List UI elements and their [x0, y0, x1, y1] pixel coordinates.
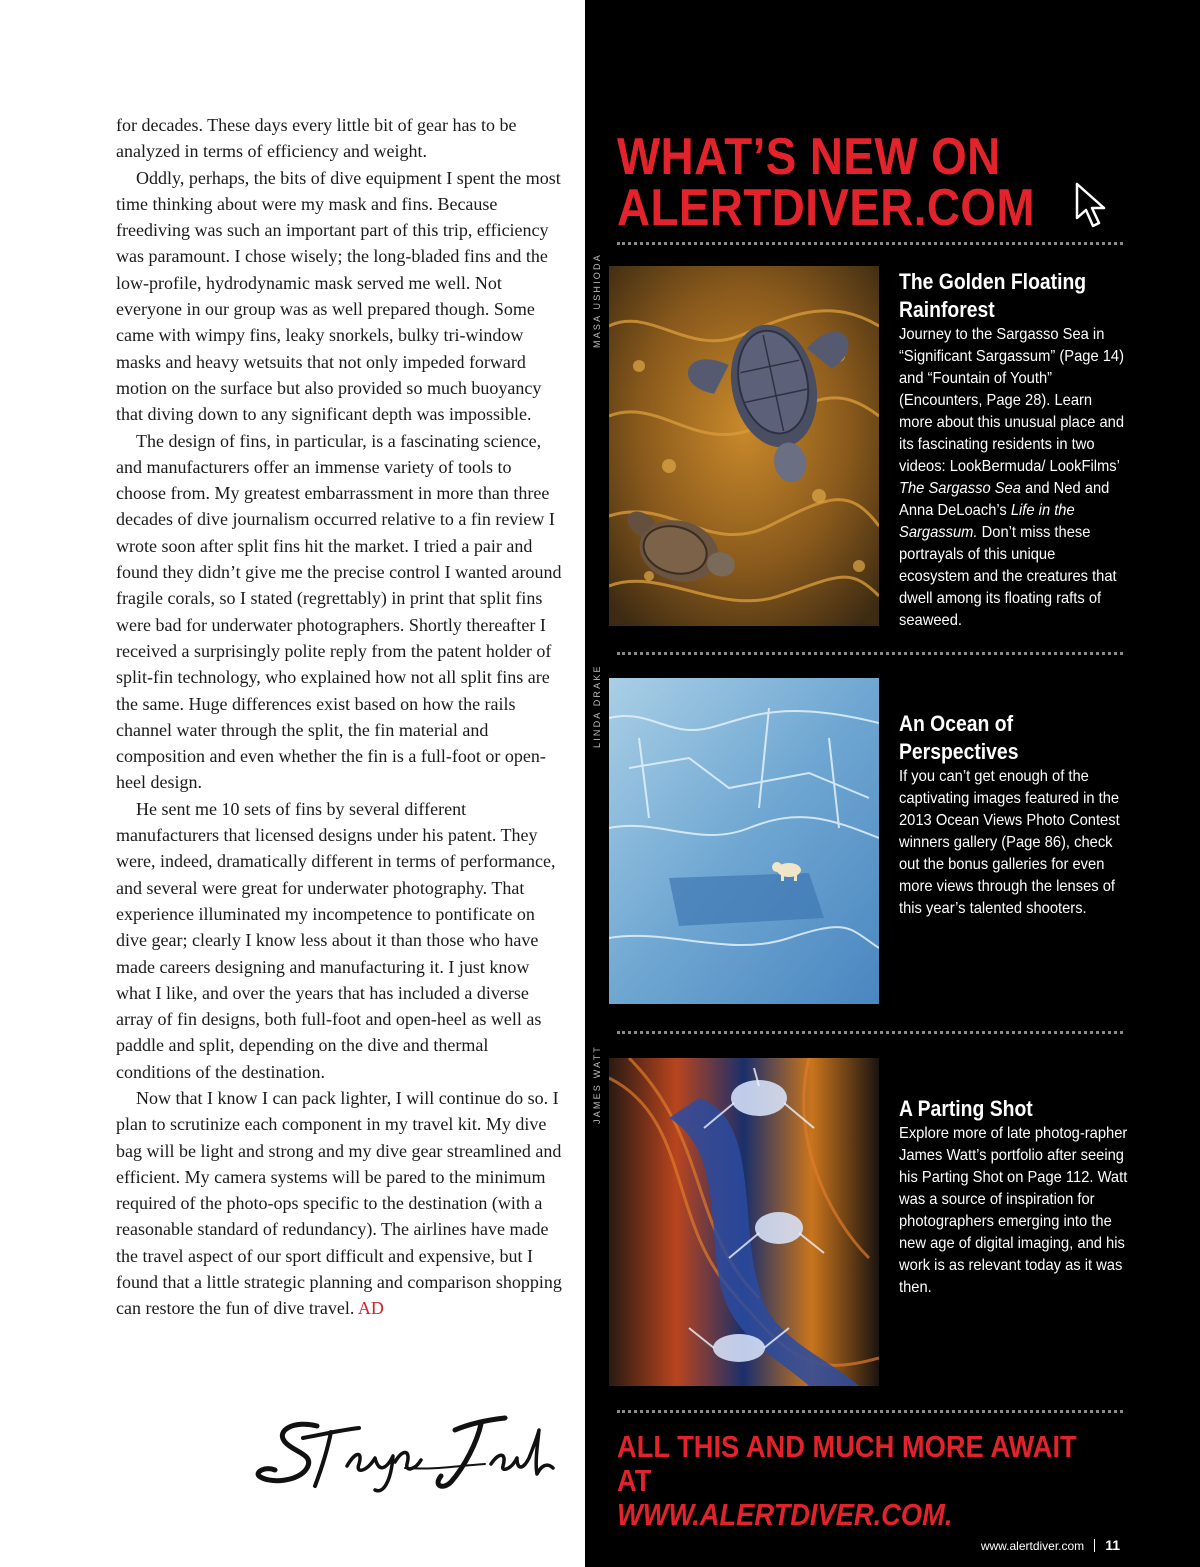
article-body: [116, 112, 562, 1322]
end-mark: AD: [357, 1298, 384, 1319]
feature-body-text: Don’t miss these portrayals of this unique ecosystem and the creatures that dwell among its floating rafts of seaweed.: [899, 524, 1117, 629]
feature-photo-turtles: [609, 266, 879, 626]
dotted-divider: [617, 1031, 1123, 1034]
feature-body: [899, 324, 1129, 632]
photo-credit: LINDA DRAKE: [592, 664, 602, 748]
photo-credit: MASA USHIODA: [592, 253, 602, 348]
article-paragraph-last: [116, 1085, 562, 1322]
dotted-divider: [617, 652, 1123, 655]
video-title: The Sargasso Sea: [899, 480, 1021, 497]
call-to-action: [617, 1430, 1110, 1532]
headline-line-1: WHAT’S NEW ON: [617, 128, 1001, 186]
feature-photo-polar-bear: [609, 678, 879, 1004]
feature-body: If you can’t get enough of the captivating images featured in the 2013 Ocean Views Photo Contest winners gallery (Page 86), check out the bonus galleries for even more views through the lenses of this year’s talented shooters.: [899, 768, 1120, 917]
page-number: 11: [1105, 1537, 1120, 1553]
feature-title: A Parting Shot: [899, 1096, 1033, 1121]
article-paragraph: for decades. These days every little bit of gear has to be analyzed in terms of efficiency and weight.: [116, 115, 517, 162]
sidebar-headline: [617, 128, 1035, 237]
author-signature: [255, 1408, 555, 1498]
photo-credit: JAMES WATT: [592, 1045, 602, 1124]
feature-body-text: Journey to the Sargasso Sea in “Significant Sargassum” (Page 14) and “Fountain of Youth” (Encounters, Page 28). Learn more about this unusual place and its fascinating residents in two videos: LookBermuda/ LookFilms’: [899, 326, 1125, 475]
feature-body: Explore more of late photog-rapher James Watt’s portfolio after seeing his Parting Shot on Page 112. Watt was a source of inspiration for photographers emerging into the new age of digital imaging, and his work is as relevant today as it was then.: [899, 1125, 1128, 1296]
article-paragraph: Oddly, perhaps, the bits of dive equipment I spent the most time thinking about were my mask and fins. Because freediving was such an important part of this trip, efficiency was paramount. I chose wisely; the long-bladed fins and the low-profile, hydrodynamic mask served me well. Not everyone in our group was as well prepared though. Some came with wimpy fins, leaky snorkels, bulky tri-window masks and heavy wetsuits that not only impeded forward motion on the surface but also provided so much buoyancy that diving down to any significant depth was impossible.: [116, 167, 561, 425]
cta-url-link[interactable]: WWW.ALERTDIVER.COM.: [617, 1497, 953, 1532]
footer-url[interactable]: www.alertdiver.com: [980, 1539, 1085, 1553]
video-title: Life in the Sargassum.: [899, 502, 1075, 541]
dotted-divider: [617, 1410, 1123, 1413]
feature-body-text: and Ned and Anna DeLoach’s: [899, 480, 1110, 519]
mouse-pointer-icon: [1073, 180, 1113, 232]
cta-line-1: ALL THIS AND MUCH MORE AWAIT AT: [617, 1429, 1077, 1498]
feature-a-parting-shot: [899, 1095, 1129, 1299]
article-paragraph: The design of fins, in particular, is a fascinating science, and manufacturers offer an immense variety of tools to choose from. My greatest embarrassment in more than three decades of dive journalism occurred relative to a fin review I wrote soon after split fins hit the market. I tried a pair and found they didn’t give me the precise control I wanted around fragile corals, so I stated (regrettably) in print that split fins were bad for underwater photographers. Shortly thereafter I received a surprisingly polite reply from the patent holder of split-fin technology, who explained how not all split fins are the same. Huge differences exist based on how the rails channel water through the split, the fin material and composition and even whether the fin is a full-foot or open-heel design.: [116, 430, 562, 793]
article-paragraph: He sent me 10 sets of fins by several different manufacturers that licensed designs under his patent. They were, indeed, dramatically different in terms of performance, and several were great for underwater photography. That experience illuminated my incompetence to pontificate on dive gear; clearly I know less about it than those who have made careers designing and manufacturing it. I just know what I like, and over the years that has included a diverse array of fin designs, both full-foot and open-heel as well as paddle and split, depending on the dive and thermal conditions of the destination.: [116, 798, 556, 1082]
article-column: [0, 0, 585, 1567]
page-footer: [981, 1537, 1120, 1553]
feature-title: The Golden Floating Rainforest: [899, 269, 1087, 322]
feature-title: An Ocean of Perspectives: [899, 711, 1019, 764]
feature-golden-floating-rainforest: [899, 268, 1129, 632]
article-paragraph-text: Now that I know I can pack lighter, I will continue do so. I plan to scrutinize each component in my travel kit. My dive bag will be light and strong and my dive gear streamlined and efficient. My camera systems will be pared to the minimum required of the photo-ops specific to the destination (with a reasonable standard of redundancy). The airlines have made the travel aspect of our sport difficult and expensive, but I found that a little strategic planning and comparison shopping can restore the fun of dive travel.: [116, 1087, 562, 1319]
dotted-divider: [617, 242, 1123, 245]
footer-separator: [1094, 1539, 1095, 1552]
feature-ocean-of-perspectives: [899, 710, 1129, 920]
headline-line-2: ALERTDIVER.COM: [617, 179, 1035, 237]
feature-photo-crabs: [609, 1058, 879, 1386]
sidebar: [585, 0, 1200, 1567]
